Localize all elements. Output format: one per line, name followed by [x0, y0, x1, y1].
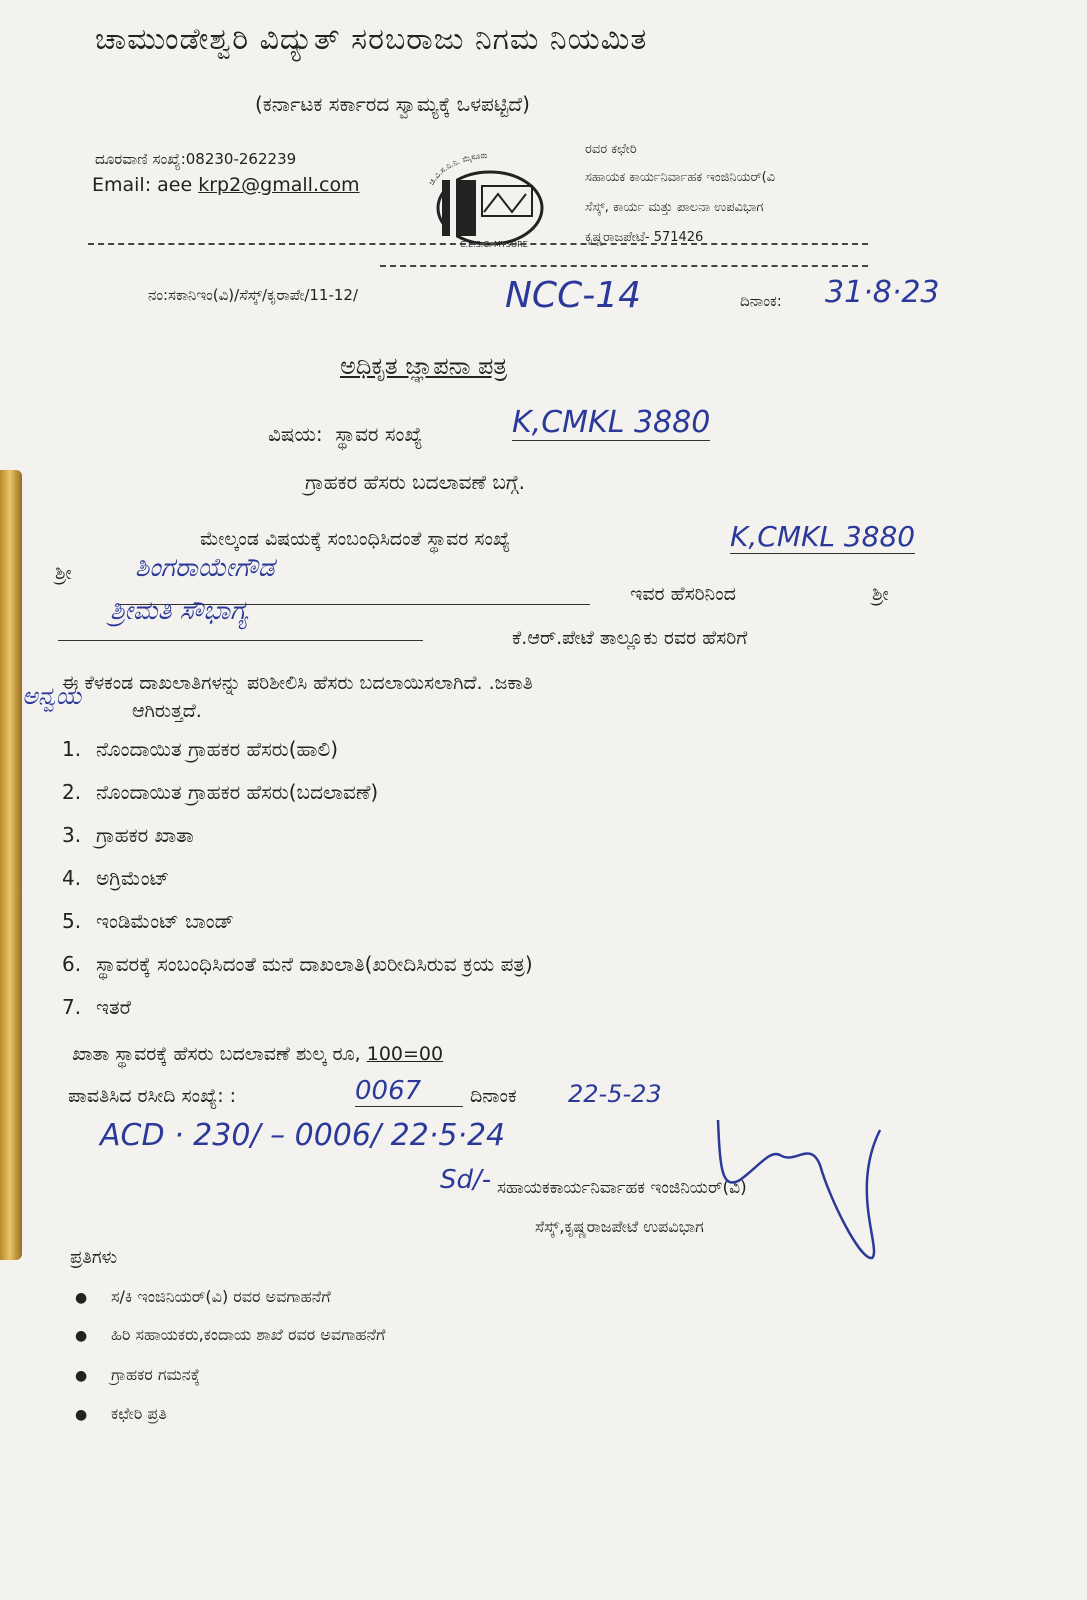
list-item: 7. ಇತರೆ — [62, 995, 131, 1019]
list-item: ● ಗ್ರಾಹಕರ ಗಮನಕ್ಕೆ — [75, 1365, 200, 1384]
list-item: 6. ಸ್ಥಾವರಕ್ಕೆ ಸಂಬಂಧಿಸಿದಂತೆ ಮನೆ ದಾಖಲಾತಿ(ಖರೀದಿಸಿರುವ ಕ್ರಯ ಪತ್ರ) — [62, 952, 533, 976]
taluk-text: ಕೆ.ಆರ್.ಪೇಟೆ ತಾಲ್ಲೂಕು ರವರ ಹೆಸರಿಗೆ — [512, 627, 748, 649]
office-line-2: ಸಹಾಯಕ ಕಾರ್ಯನಿರ್ವಾಹಕ ಇಂಜಿನಿಯರ್(ವಿ — [585, 170, 776, 185]
acd-line: ACD · 230/ – 0006/ 22·5·24 — [100, 1118, 506, 1153]
new-name-underline — [58, 640, 423, 641]
fee-label: ಖಾತಾ ಸ್ಥಾವರಕ್ಕೆ ಹೆಸರು ಬದಲಾವಣೆ ಶುಲ್ಕ ರೂ, — [72, 1043, 361, 1065]
reference-handwritten: NCC-14 — [505, 275, 642, 316]
office-line-3: ಸೆಸ್ಕ್, ಕಾರ್ಯ ಮತ್ತು ಪಾಲನಾ ಉಪವಿಭಾಗ — [585, 200, 764, 215]
shri-label-2: ಶ್ರೀ — [872, 583, 889, 605]
organization-name: ಚಾಮುಂಡೇಶ್ವರಿ ವಿದ್ಯುತ್ ಸರಬರಾಜು ನಿಗಮ ನಿಯಮಿತ — [95, 22, 648, 57]
body-line-3: ಈ ಕೆಳಕಂಡ ದಾಖಲಾತಿಗಳನ್ನು ಪರಿಶೀಲಿಸಿ ಹೆಸರು ಬದಲಾಯಿಸಲಾಗಿದೆ. .ಜಕಾತಿ — [62, 672, 533, 694]
receipt-label: ಪಾವತಿಸಿದ ರಸೀದಿ ಸಂಖ್ಯೆ: : — [68, 1085, 237, 1107]
receipt-number: 0067 — [355, 1076, 463, 1107]
document-binding-edge — [0, 470, 22, 1260]
cesc-logo-icon — [420, 150, 560, 250]
body-para-start: ಮೇಲ್ಕಂಡ ವಿಷಯಕ್ಕೆ ಸಂಬಂಧಿಸಿದಂತೆ ಸ್ಥಾವರ ಸಂಖ್ಯೆ — [200, 528, 511, 550]
shri-label-1: ಶ್ರೀ — [55, 562, 72, 584]
email-label: Email: aee — [92, 174, 199, 196]
list-item: ● ಕಛೇರಿ ಪ್ರತಿ — [75, 1404, 167, 1423]
organization-subtitle: (ಕರ್ನಾಟಕ ಸರ್ಕಾರದ ಸ್ವಾಮ್ಯಕ್ಕೆ ಒಳಪಟ್ಟಿದೆ) — [255, 92, 530, 116]
tariff-handwritten: ಅನ್ವಯ — [22, 682, 82, 710]
logo-top-text: ಚ.ವಿ.ಸ.ನಿ.ನಿ. ಮೈಸೂರು — [426, 150, 488, 187]
list-item: 5. ಇಂಡಿಮೆಂಟ್ ಬಾಂಡ್ — [62, 909, 234, 933]
fee-line — [72, 1043, 443, 1065]
email-link[interactable]: krp2@gmall.com — [198, 174, 360, 196]
fee-amount: 100=00 — [366, 1043, 444, 1065]
header-divider — [88, 243, 868, 245]
email-line — [92, 174, 360, 196]
initials-handwritten: Sd/- — [440, 1165, 492, 1195]
signatory-office: ಸೆಸ್ಕ್,ಕೃಷ್ಣರಾಜಪೇಟೆ ಉಪವಿಭಾಗ — [535, 1217, 704, 1236]
office-line-4: ಕೃಷ್ಣರಾಜಪೇಟೆ- 571426 — [585, 230, 704, 245]
list-item: 2. ನೊಂದಾಯಿತ ಗ್ರಾಹಕರ ಹೆಸರು(ಬದಲಾವಣೆ) — [62, 780, 379, 804]
date-handwritten: 31·8·23 — [825, 275, 940, 310]
copies-heading: ಪ್ರತಿಗಳು — [70, 1247, 118, 1268]
subject-installation-number: K,CMKL 3880 — [512, 405, 711, 440]
list-item: ● ಸ/ಕಿ ಇಂಜಿನಿಯರ್(ವಿ) ರವರ ಅವಗಾಹನೆಗೆ — [75, 1287, 331, 1306]
list-item: 3. ಗ್ರಾಹಕರ ಖಾತಾ — [62, 823, 194, 847]
office-line-1: ರವರ ಕಛೇರಿ — [585, 142, 637, 157]
subject-label: ವಿಷಯ: ಸ್ಥಾವರ ಸಂಖ್ಯೆ — [268, 422, 423, 446]
phone-number: ದೂರವಾಣಿ ಸಂಖ್ಯೆ:08230-262239 — [95, 150, 297, 168]
from-name-text: ಇವರ ಹೆಸರಿನಿಂದ — [630, 583, 736, 605]
memo-title: ಅಧಿಕೃತ ಜ್ಞಾಪನಾ ಪತ್ರ — [340, 352, 508, 380]
header-divider-2 — [380, 265, 868, 267]
date-label: ದಿನಾಂಕ: — [740, 292, 782, 310]
receipt-date-label: ದಿನಾಂಕ — [470, 1085, 517, 1107]
list-item: ● ಹಿರಿ ಸಹಾಯಕರು,ಕಂದಾಯ ಶಾಖೆ ರವರ ಅವಗಾಹನೆಗೆ — [75, 1325, 386, 1344]
signatory-designation: ಸಹಾಯಕಕಾರ್ಯನಿರ್ವಾಹಕ ಇಂಜಿನಿಯರ್(ವಿ) — [497, 1178, 747, 1198]
old-name-handwritten: ಶಿಂಗರಾಯೇಗೌಡ — [135, 553, 275, 583]
reference-number: ನಂ:ಸಕಾನಿಇಂ(ವಿ)/ಸೆಸ್ಕ್/ಕೃರಾಪೇ/11-12/ — [148, 286, 359, 304]
logo-bottom-text: C.E.S.C. MYSORE — [460, 240, 528, 249]
receipt-date: 22-5-23 — [568, 1080, 662, 1108]
list-item: 1. ನೊಂದಾಯಿತ ಗ್ರಾಹಕರ ಹೆಸರು(ಹಾಲಿ) — [62, 737, 339, 761]
list-item: 4. ಅಗ್ರಿಮೆಂಟ್ — [62, 866, 170, 890]
body-installation-number: K,CMKL 3880 — [730, 520, 916, 553]
body-line-4-end: ಆಗಿರುತ್ತದೆ. — [132, 700, 202, 722]
installation-label: ಸ್ಥಾವರ ಸಂಖ್ಯೆ — [335, 422, 423, 446]
subject-line-2: ಗ್ರಾಹಕರ ಹೆಸರು ಬದಲಾವಣೆ ಬಗ್ಗೆ. — [305, 470, 526, 494]
signature-icon — [700, 1110, 900, 1270]
new-name-handwritten: ಶ್ರೀಮತಿ ಸೌಭಾಗ್ಯ — [110, 596, 248, 626]
